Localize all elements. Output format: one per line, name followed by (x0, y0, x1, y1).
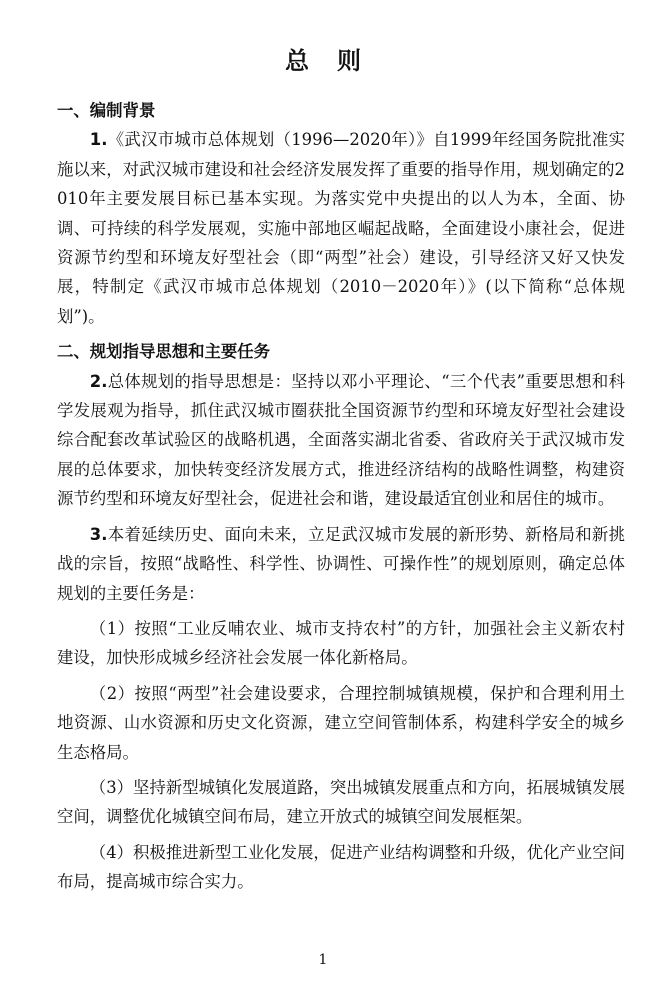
list-item: （1）按照“工业反哺农业、城市支持农村”的方针，加强社会主义新农村建设，加快形成城乡经济社会发展一体化新格局。 (57, 618, 625, 668)
paragraph-3 (57, 520, 625, 608)
list-item: （4）积极推进新型工业化发展，促进产业结构调整和升级，优化产业空间布局，提高城市综合实力。 (57, 842, 625, 892)
paragraph-text: 总体规划的指导思想是：坚持以邓小平理论、“三个代表”重要思想和科学发展观为指导，抓住武汉城市圈获批全国资源节约型和环境友好型社会建设综合配套改革试验区的战略机遇，全面落实湖北省委、省政府关于武汉城市发展的总体要求，加快转变经济发展方式，推进经济结构的战略性调整，构建资源节约型和环境友好型社会，促进社会和谐，建设最适宜创业和居住的城市。 (57, 371, 625, 509)
list-item: （3）坚持新型城镇化发展道路，突出城镇发展重点和方向，拓展城镇发展空间，调整优化城镇空间布局，建立开放式的城镇空间发展框架。 (57, 777, 625, 827)
section-heading-background: 一、编制背景 (57, 101, 156, 120)
paragraph-2 (57, 367, 625, 514)
document-body (57, 96, 625, 903)
page-number: 1 (318, 952, 328, 968)
section-heading-guiding-ideology: 二、规划指导思想和主要任务 (57, 342, 271, 362)
paragraph-text: 本着延续历史、面向未来，立足武汉城市发展的新形势、新格局和新挑战的宗旨，按照“战略性、科学性、协调性、可操作性”的规划原则，确定总体规划的主要任务是： (57, 524, 625, 603)
paragraph-number: 1. (89, 130, 108, 150)
page-title: 总则 (285, 47, 389, 75)
list-item: （2）按照“两型”社会建设要求，合理控制城镇规模，保护和合理利用土地资源、山水资源和历史文化资源，建立空间管制体系，构建科学安全的城乡生态格局。 (57, 683, 625, 762)
paragraph-number: 2. (89, 371, 108, 391)
paragraph-text: 《武汉市城市总体规划（1996—2020年）》自1999年经国务院批准实施以来，对武汉城市建设和社会经济发展发挥了重要的指导作用，规划确定的2010年主要发展目标已基本实现。为落实党中央提出的以人为本，全面、协调、可持续的科学发展观，实施中部地区崛起战略，全面建设小康社会，促进资源节约型和环境友好型社会（即“两型”社会）建设，引导经济又好又快发展，特制定《武汉市城市总体规划（2010－2020年）》(以下简称“总体规划”)。 (57, 130, 625, 326)
paragraph-1 (57, 125, 625, 331)
paragraph-number: 3. (89, 524, 108, 544)
